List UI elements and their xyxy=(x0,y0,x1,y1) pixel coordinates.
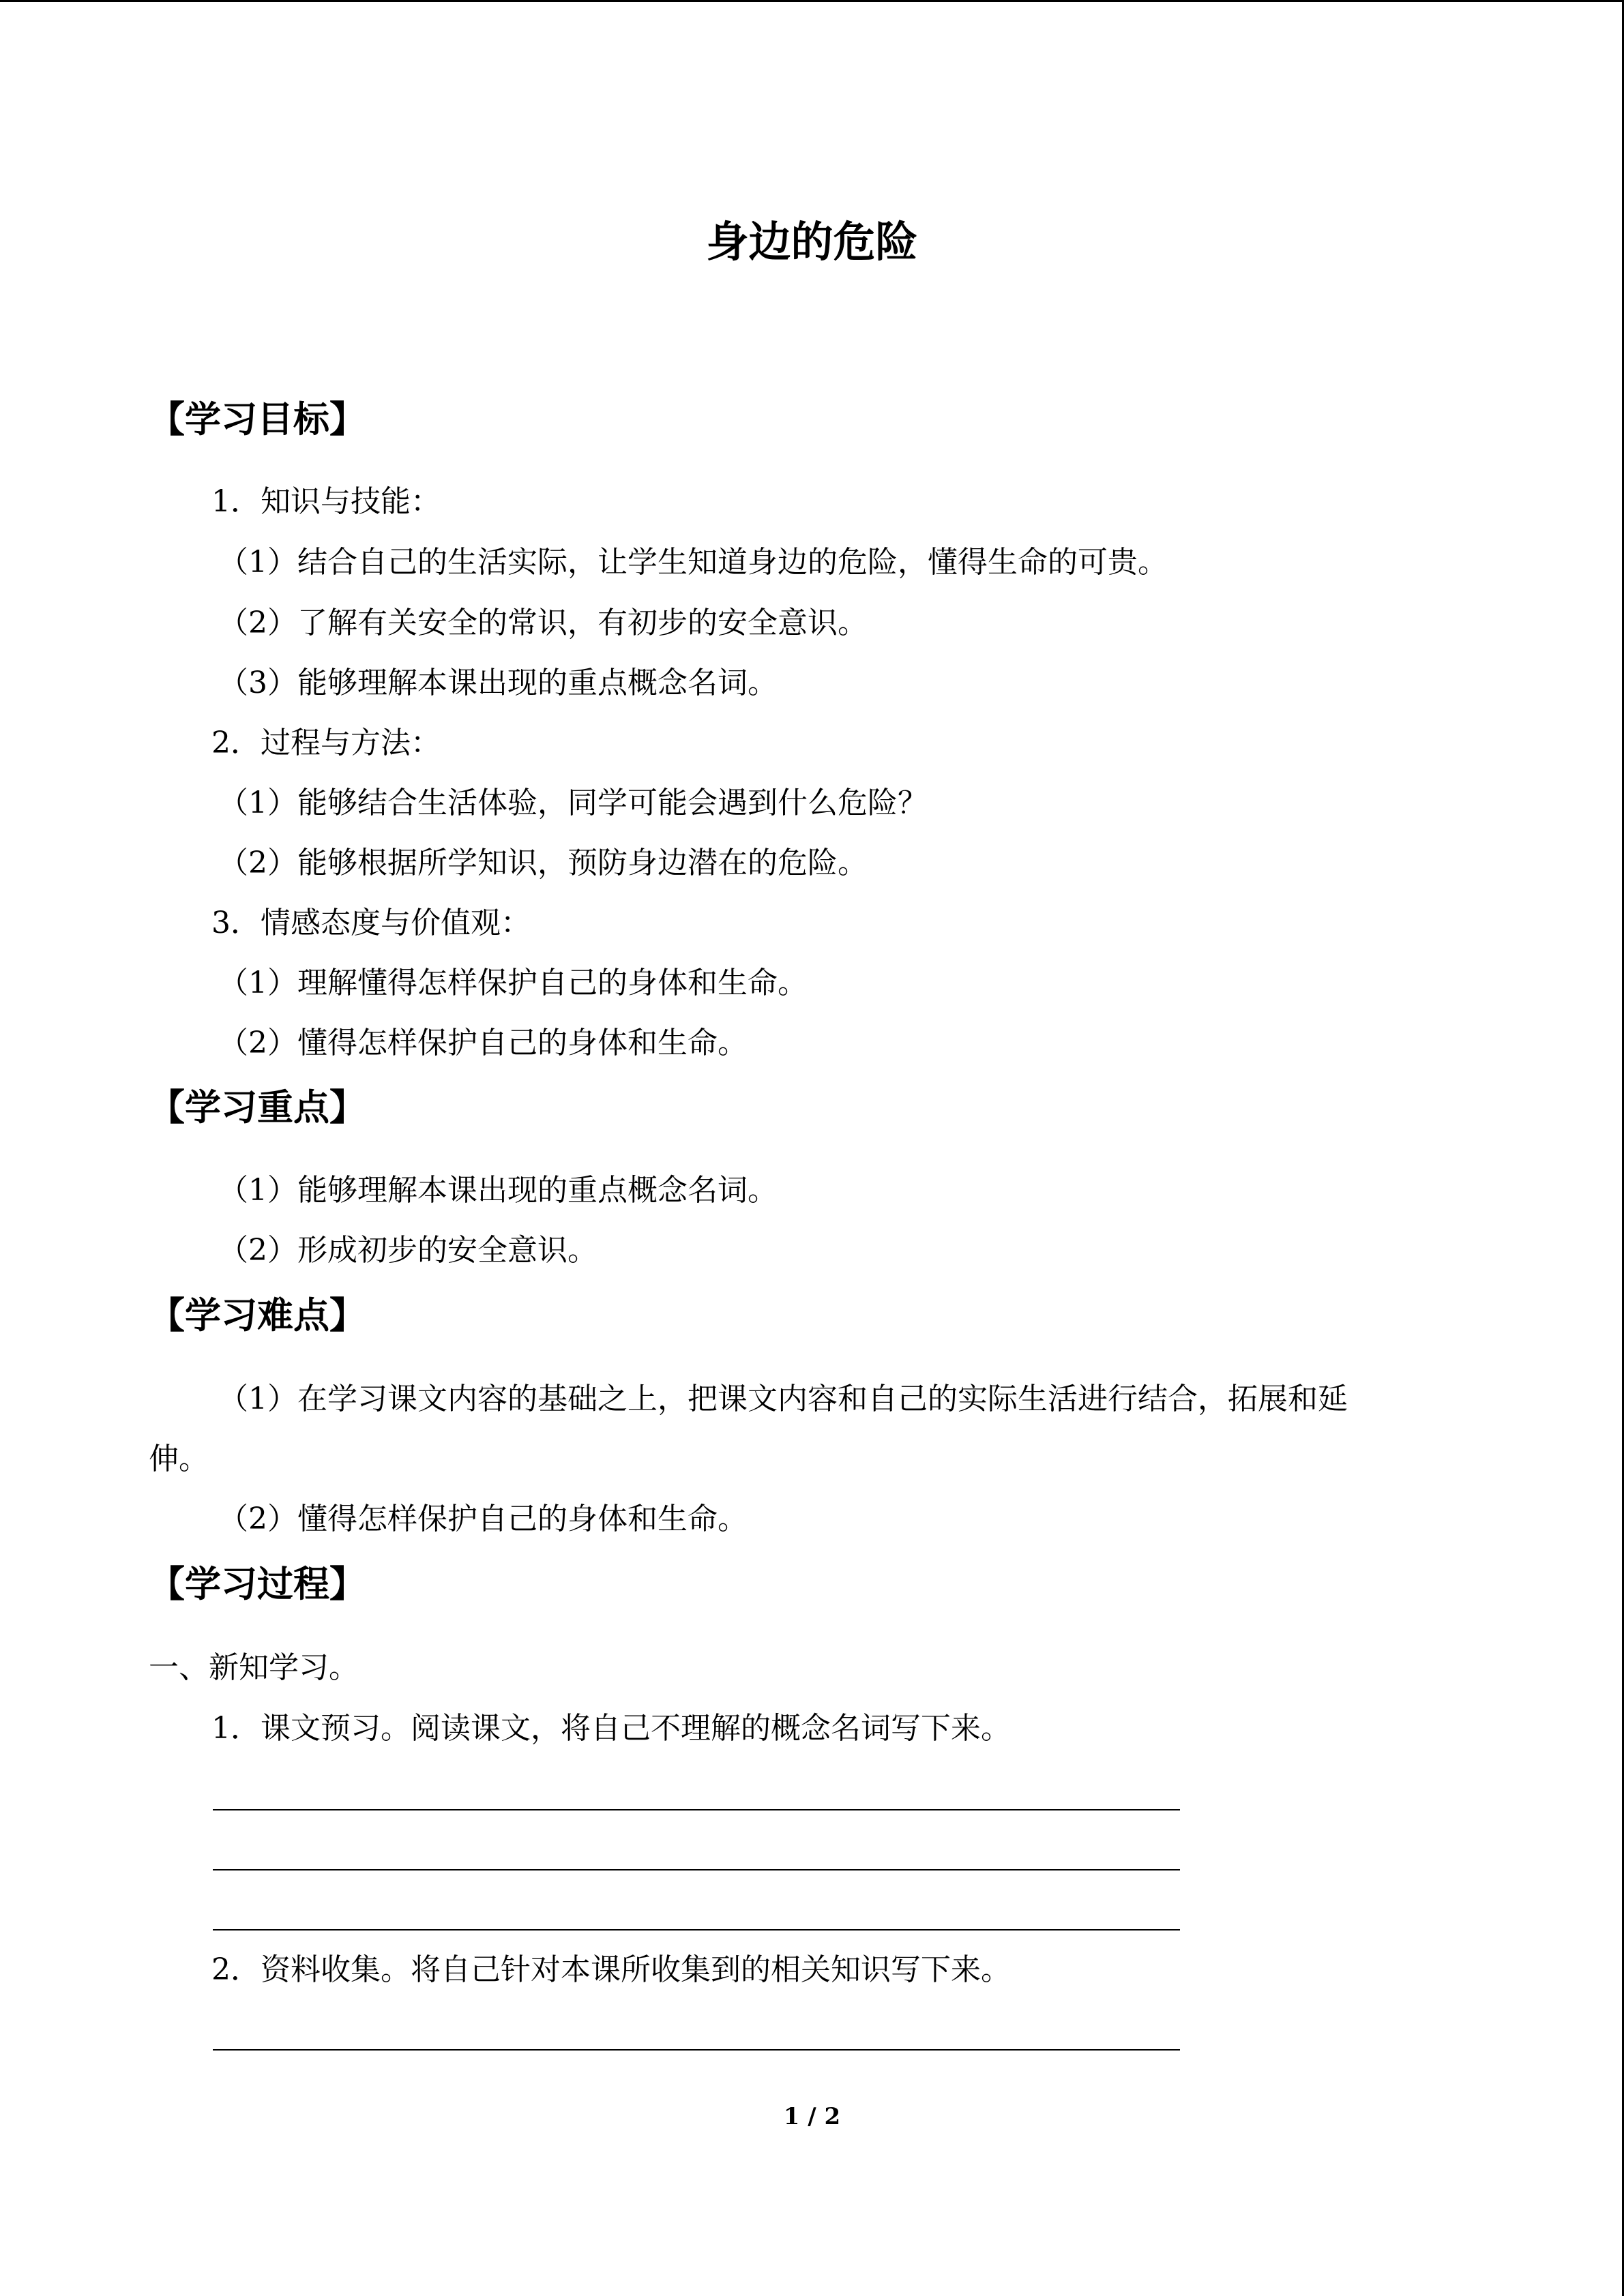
objective-line: （3）能够理解本课出现的重点概念名词。 xyxy=(218,666,778,700)
difficulty-line: （2）懂得怎样保护自己的身体和生命。 xyxy=(218,1502,748,1536)
heading-difficulties: 【学习难点】 xyxy=(149,1295,366,1337)
objective-line: （2）懂得怎样保护自己的身体和生命。 xyxy=(218,1026,748,1060)
answer-blank-line[interactable] xyxy=(213,1809,1180,1810)
heading-objectives: 【学习目标】 xyxy=(149,399,366,441)
objective-line: 3．情感态度与价值观： xyxy=(211,906,531,940)
process-line: 2．资料收集。将自己针对本课所收集到的相关知识写下来。 xyxy=(211,1952,1011,1987)
answer-blank-line[interactable] xyxy=(213,2049,1180,2051)
objective-line: （2）了解有关安全的常识，有初步的安全意识。 xyxy=(218,606,868,640)
page-number: 1 / 2 xyxy=(783,2103,841,2130)
page-title: 身边的危险 xyxy=(706,217,918,267)
process-line: 1．课文预习。阅读课文，将自己不理解的概念名词写下来。 xyxy=(211,1711,1011,1746)
difficulty-line: 伸。 xyxy=(149,1442,209,1476)
objective-line: 2．过程与方法： xyxy=(211,726,441,760)
answer-blank-line[interactable] xyxy=(213,1869,1180,1870)
objective-line: （1）能够结合生活体验，同学可能会遇到什么危险？ xyxy=(218,786,928,820)
process-line: 一、新知学习。 xyxy=(149,1650,359,1685)
objective-line: 1．知识与技能： xyxy=(211,484,441,519)
key-point-line: （2）形成初步的安全意识。 xyxy=(218,1233,597,1268)
objective-line: （1）理解懂得怎样保护自己的身体和生命。 xyxy=(218,966,808,1000)
page-border-top xyxy=(0,0,1624,2)
key-point-line: （1）能够理解本课出现的重点概念名词。 xyxy=(218,1173,778,1208)
objective-line: （1）结合自己的生活实际，让学生知道身边的危险，懂得生命的可贵。 xyxy=(218,545,1168,580)
answer-blank-line[interactable] xyxy=(213,1929,1180,1930)
difficulty-line: （1）在学习课文内容的基础之上，把课文内容和自己的实际生活进行结合，拓展和延 xyxy=(218,1382,1348,1416)
objective-line: （2）能够根据所学知识，预防身边潜在的危险。 xyxy=(218,846,868,880)
heading-key-points: 【学习重点】 xyxy=(149,1087,366,1129)
heading-process: 【学习过程】 xyxy=(149,1564,366,1605)
